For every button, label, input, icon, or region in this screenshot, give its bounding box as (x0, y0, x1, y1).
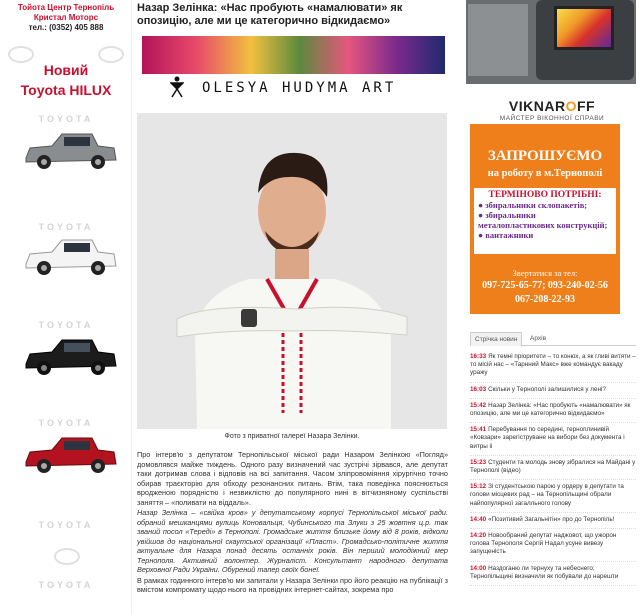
painting-strip (142, 36, 445, 74)
toyota-watermark: TOYOTA (38, 580, 94, 590)
news-feed-list (470, 350, 636, 586)
news-item[interactable] (470, 350, 636, 383)
article-paragraph: Назар Зелінка – «свійка кров» у депутатському корпусі Тернопільської міської ради. обраний мешканцями вулиць Коновальця, Чубинського та Злуки з 25 жовтня ц.р. так званий посол «Тереді» в Тернополі. Громадське життя близьке йому від 8 років, відколи увійшов до національної скаутської організації «Пласт». Громадсько-політичне життя актуальне для Назара понад десять останніх років. Він перший молодіжний мер Тернополя. Активний волонтер. Журналіст. Консультант народного депутата Верховної Ради України. Обурений тапер своїх бонеї. (137, 508, 448, 574)
news-time: 15:23 (470, 458, 487, 466)
news-time: 14:20 (470, 532, 487, 540)
job-needed-heading: ТЕРМІНОВО ПОТРІБНІ: (488, 190, 602, 200)
article-photo (137, 113, 447, 429)
news-link[interactable]: Назар Зелінка: «Нас пробують «намалювати» як опозицію, але ми це категорично відкидаємо» (470, 401, 631, 418)
toyota-logo-icon (8, 46, 34, 63)
viknaroff-brand: VIKNAROFF (508, 98, 596, 114)
camera-ad-panel (468, 4, 528, 76)
job-list (474, 188, 616, 254)
promo-model-label: Toyota HILUX (20, 82, 112, 98)
photo-caption: Фото з приватної галереї Назара Зелінки. (224, 433, 360, 440)
news-item[interactable] (470, 456, 636, 480)
toyota-logo-icon (98, 46, 124, 63)
job-phone: 097-725-65-77; 093-240-02-56 (482, 280, 608, 291)
viknaroff-logo[interactable] (472, 98, 632, 122)
job-ad[interactable] (470, 124, 620, 314)
news-link[interactable]: Перебування по середині, терноплинивій «Ковзари» зарегіструване на вибори без документа і витры іі (470, 426, 625, 450)
news-time: 14:40 (470, 515, 487, 523)
truck-black-icon (22, 334, 118, 380)
news-link[interactable]: Як темні пріоритети – то конюх, а як гливі витяти – то місій нас – «Тарнний Макс» вже командує вакаду уражу (470, 353, 636, 377)
tab-news-feed[interactable]: Стрічка новин (470, 332, 522, 346)
toyota-watermark: TOYOTA (38, 320, 94, 330)
truck-grey-icon (22, 128, 118, 174)
portrait-photo (137, 113, 447, 429)
job-call-label: Звертатися за тел: (512, 268, 578, 278)
toyota-logo-icon (54, 548, 80, 565)
dealer-subname: Кристал Моторс (33, 13, 99, 22)
job-phone: 067-208-22-93 (515, 294, 575, 305)
news-item[interactable] (470, 529, 636, 562)
job-item: ● збиральники склопакетів; (478, 200, 588, 210)
article-paragraph: В рамках годинного інтерв'ю ми запитали у Назара Зелінки про його реакцію на публікації з вмістом компромату щодо нього на провідних інтернет-сайтах, зокрема про (137, 575, 448, 594)
news-item[interactable] (470, 399, 636, 423)
dealer-phone: тел.: (0352) 405 888 (28, 23, 104, 32)
promo-new-label: Новий (43, 62, 89, 78)
news-time: 15:41 (470, 426, 487, 434)
job-invite: ЗАПРОШУЄМО (487, 148, 603, 164)
job-location: на роботу в м.Тернополі (487, 168, 603, 179)
news-time: 16:33 (470, 353, 487, 360)
news-link[interactable]: Скільки у Тернополі залишилися у лені? (488, 385, 606, 393)
thermal-camera-ad[interactable] (466, 0, 636, 84)
news-item[interactable] (470, 562, 636, 586)
news-item[interactable] (470, 423, 636, 456)
news-link[interactable]: Новообраний депутат наджовот, що ужорон голова Тернополя Сергій Надал усуне вивезу запущеність (470, 532, 617, 556)
tab-archive[interactable]: Архів (530, 335, 547, 342)
job-item: ● вантажники (478, 230, 534, 240)
truck-red-icon (22, 432, 118, 478)
toyota-watermark: TOYOTA (38, 520, 94, 530)
toyota-watermark: TOYOTA (38, 222, 94, 232)
news-time: 16:03 (470, 385, 487, 393)
art-brand-name: OLESYA HUDYMA ART (202, 80, 397, 96)
news-time: 14:00 (470, 564, 487, 572)
news-item[interactable] (470, 480, 636, 513)
figure-logo-icon (170, 76, 184, 98)
art-banner[interactable] (142, 36, 445, 102)
news-time: 15:12 (470, 483, 487, 491)
news-time: 15:42 (470, 401, 487, 409)
thermal-screen (554, 6, 614, 50)
toyota-watermark: TOYOTA (38, 114, 94, 124)
right-sidebar (462, 0, 642, 614)
dealer-name: Тойота Центр Тернопіль (17, 3, 115, 12)
article-column (132, 0, 458, 614)
news-link[interactable]: Студенти та молодь знову зібралися на Майдані у Тернополі (відео) (470, 458, 636, 475)
truck-white-icon (22, 234, 118, 280)
toyota-ad-banner[interactable] (0, 0, 132, 614)
news-link[interactable]: Зі студентською парою у ордеру в депутати та голови місцевих рад – на Тернопільщині обрали найпопулярної загалльного голову (470, 483, 624, 507)
news-link[interactable]: «Позитивий Загальнітін» про до Тернопіль! (488, 515, 615, 523)
viknaroff-slogan: МАЙСТЕР ВІКОННОЇ СПРАВИ (499, 115, 605, 122)
article-body (132, 450, 448, 596)
news-tabs (470, 332, 636, 346)
toyota-watermark: TOYOTA (38, 418, 94, 428)
news-item[interactable] (470, 513, 636, 529)
article-title: Назар Зелінка: «Нас пробують «намалювати» як опозицію, але ми це категорично відкидаємо» (137, 2, 403, 27)
news-link[interactable]: Наздоганю ли тернуху та небеснего; Тернопільщині визначили як побували до нарешти (470, 564, 619, 580)
dealer-header (0, 0, 132, 36)
article-paragraph: Про інтерв'ю з депутатом Тернопільської міської ради Назаром Зелінкою «Погляд» домовлявся майже тиждень. Одного разу визначений час зустрічі зірвався, але депутат таки дотримав слова і відповів на всі запитання. Часом зліпровоміяння хірургічно точно обирав траєкторію для обходу резонансних питань. Втім, така поведінка пояснюється вродженою порядністю і незвиклістю до популярного нині в вітчизняному суспільстві заняття – «поливати на віддаль». (137, 450, 448, 507)
job-item: ● збиральники металопластикових конструкцій; (478, 210, 608, 230)
news-item[interactable] (470, 383, 636, 399)
